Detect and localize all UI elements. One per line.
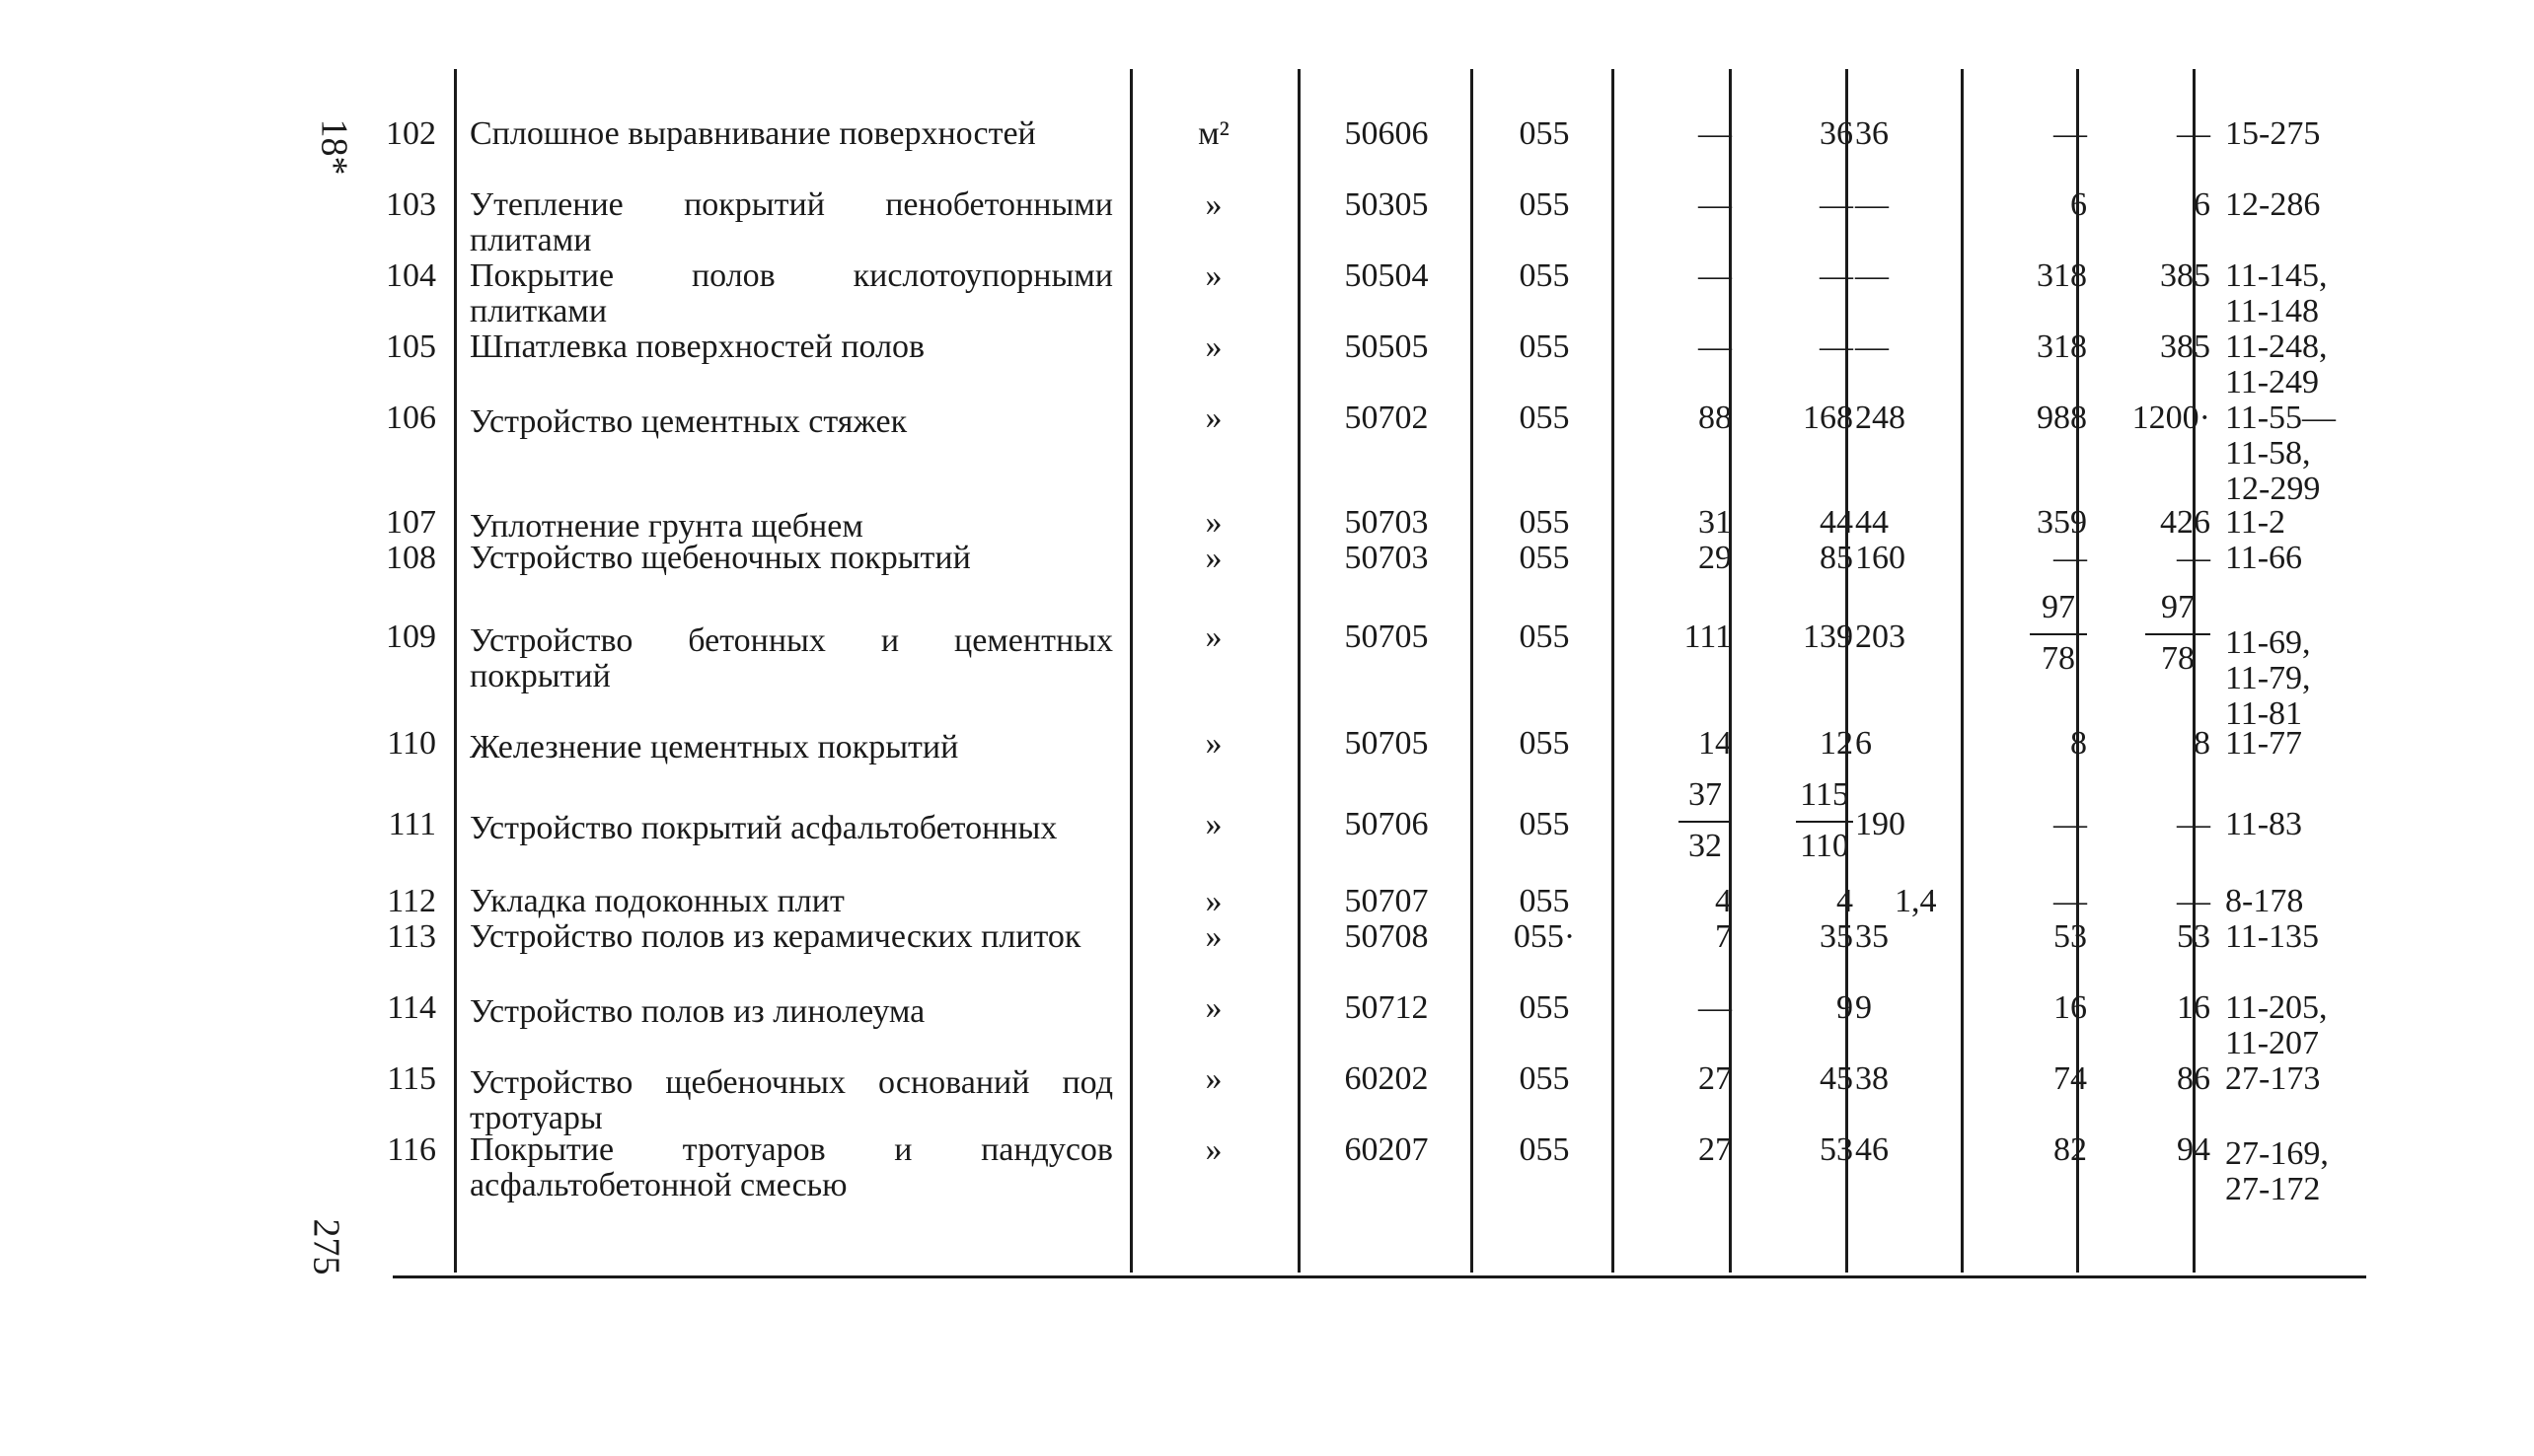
value-4: 16 xyxy=(2053,989,2087,1026)
value-5: 385 xyxy=(2160,328,2210,365)
row-number: 114 xyxy=(387,989,436,1026)
value-2: 168 xyxy=(1803,400,1853,436)
value-3: 46 xyxy=(1855,1131,1889,1168)
value-5: — xyxy=(2177,540,2210,576)
column-rule xyxy=(1961,69,1964,1273)
row-number: 113 xyxy=(387,918,436,955)
unit: м² xyxy=(1198,115,1230,152)
reference: 8-178 xyxy=(2225,883,2304,919)
cost-code: 055 xyxy=(1519,257,1570,294)
fraction-bar xyxy=(1796,821,1853,823)
value-2: — xyxy=(1820,186,1853,223)
work-name: Укладка подоконных плит xyxy=(470,883,845,919)
value-1: 7 xyxy=(1715,918,1732,955)
value-4: — xyxy=(2053,115,2087,152)
column-rule xyxy=(454,69,457,1273)
unit: » xyxy=(1205,400,1223,436)
unit: » xyxy=(1205,918,1223,955)
value-5: — xyxy=(2177,115,2210,152)
row-number: 102 xyxy=(386,115,436,152)
unit: » xyxy=(1205,725,1223,762)
reference: 11-77 xyxy=(2225,725,2303,762)
reference: 11-55— 11-58, 12-299 xyxy=(2225,400,2337,507)
value-4: 8 xyxy=(2070,725,2087,762)
fraction-bar xyxy=(2145,633,2210,635)
reference: 27-169, 27-172 xyxy=(2225,1135,2329,1207)
cost-code: 055 xyxy=(1519,725,1570,762)
column-rule xyxy=(1130,69,1133,1273)
value-4: 74 xyxy=(2053,1060,2087,1097)
work-name: Устройство полов из керамических плиток xyxy=(470,918,1081,955)
reference: 11-135 xyxy=(2225,918,2320,955)
value-4: 6 xyxy=(2070,186,2087,223)
value-1: 27 xyxy=(1698,1131,1732,1168)
work-name: Устройство полов из линолеума xyxy=(470,993,926,1030)
value-3: — xyxy=(1855,257,1889,294)
work-name: Покрытие полов кислотоупорными плитками xyxy=(470,257,1113,329)
value-1: — xyxy=(1698,257,1732,294)
value-1-fraction xyxy=(1618,777,1732,864)
value-1: 88 xyxy=(1698,400,1732,436)
code: 60207 xyxy=(1344,1131,1429,1168)
value-2: — xyxy=(1820,257,1853,294)
work-name: Железнение цементных покрытий xyxy=(470,729,959,765)
value-3: 203 xyxy=(1855,619,1905,655)
work-name: Устройство покрытий асфальтобетонных xyxy=(470,810,1058,846)
value-2: 35 xyxy=(1820,918,1853,955)
value-3: 160 xyxy=(1855,540,1905,576)
value-5: 53 xyxy=(2177,918,2210,955)
row-number: 110 xyxy=(387,725,436,762)
row-number: 115 xyxy=(387,1060,436,1097)
reference: 11-205, 11-207 xyxy=(2225,989,2328,1061)
value-3: — xyxy=(1855,328,1889,365)
unit: » xyxy=(1205,806,1223,842)
value-1: 31 xyxy=(1698,504,1732,541)
reference: 11-83 xyxy=(2225,806,2303,842)
reference: 11-69, 11-79, 11-81 xyxy=(2225,624,2311,732)
code: 60202 xyxy=(1344,1060,1429,1097)
row-number: 109 xyxy=(386,619,436,655)
value-1: — xyxy=(1698,115,1732,152)
value-4: 82 xyxy=(2053,1131,2087,1168)
value-5: 86 xyxy=(2177,1060,2210,1097)
column-rule xyxy=(1470,69,1473,1273)
cost-code: 055 xyxy=(1519,504,1570,541)
value-2-fraction xyxy=(1737,777,1853,864)
value-3: — xyxy=(1855,186,1889,223)
reference: 27-173 xyxy=(2225,1060,2321,1097)
work-name: Покрытие тротуаров и пандусов асфальтобетонной смесью xyxy=(470,1131,1113,1203)
work-name: Устройство щебеночных покрытий xyxy=(470,540,971,576)
fraction-denominator: 32 xyxy=(1688,828,1722,864)
value-4: 318 xyxy=(2037,257,2087,294)
cost-code: 055 xyxy=(1519,540,1570,576)
page-number: 275 xyxy=(305,1218,347,1275)
value-5-fraction xyxy=(2092,590,2210,677)
value-5: 1200· xyxy=(2131,400,2210,436)
fraction-denominator: 78 xyxy=(2042,640,2075,677)
value-2: 4 xyxy=(1836,883,1853,919)
cost-code: 055 xyxy=(1519,1131,1570,1168)
fraction-numerator: 115 xyxy=(1800,776,1849,813)
code: 50305 xyxy=(1344,186,1429,223)
cost-code: 055 xyxy=(1519,115,1570,152)
row-number: 116 xyxy=(387,1131,436,1168)
value-1: 14 xyxy=(1698,725,1732,762)
cost-code: 055 xyxy=(1519,186,1570,223)
row-number: 108 xyxy=(386,540,436,576)
fraction-numerator: 37 xyxy=(1688,776,1722,813)
value-5: 385 xyxy=(2160,257,2210,294)
code: 50702 xyxy=(1344,400,1429,436)
code: 50703 xyxy=(1344,504,1429,541)
value-3: 9 xyxy=(1855,989,1872,1026)
fraction-denominator: 110 xyxy=(1800,828,1849,864)
row-number: 107 xyxy=(386,504,436,541)
value-2: — xyxy=(1820,328,1853,365)
reference: 15-275 xyxy=(2225,115,2321,152)
value-1: — xyxy=(1698,989,1732,1026)
value-2: 139 xyxy=(1803,619,1853,655)
row-number: 106 xyxy=(386,400,436,436)
reference: 11-145, 11-148 xyxy=(2225,257,2328,329)
unit: » xyxy=(1205,1060,1223,1097)
work-name: Устройство бетонных и цементных покрытий xyxy=(470,622,1113,694)
value-2: 85 xyxy=(1820,540,1853,576)
value-2: 12 xyxy=(1820,725,1853,762)
row-number: 111 xyxy=(388,806,436,842)
value-4: — xyxy=(2053,806,2087,842)
value-5: 16 xyxy=(2177,989,2210,1026)
value-4: 318 xyxy=(2037,328,2087,365)
value-4-fraction xyxy=(1969,590,2087,677)
value-5: 94 xyxy=(2177,1131,2210,1168)
unit: » xyxy=(1205,1131,1223,1168)
column-rule xyxy=(1298,69,1301,1273)
value-3: 1,4 xyxy=(1895,883,1937,919)
value-2: 45 xyxy=(1820,1060,1853,1097)
unit: » xyxy=(1205,504,1223,541)
fraction-numerator: 97 xyxy=(2042,589,2075,625)
row-number: 103 xyxy=(386,186,436,223)
cost-code: 055 xyxy=(1519,328,1570,365)
fraction-denominator: 78 xyxy=(2161,640,2195,677)
code: 50712 xyxy=(1344,989,1429,1026)
code: 50705 xyxy=(1344,725,1429,762)
value-2: 53 xyxy=(1820,1131,1853,1168)
unit: » xyxy=(1205,257,1223,294)
unit: » xyxy=(1205,328,1223,365)
cost-code: 055 xyxy=(1519,989,1570,1026)
value-4: — xyxy=(2053,883,2087,919)
value-1: 27 xyxy=(1698,1060,1732,1097)
value-2: 9 xyxy=(1836,989,1853,1026)
value-5: — xyxy=(2177,806,2210,842)
work-name: Устройство щебеночных оснований под тротуары xyxy=(470,1064,1113,1136)
cost-code: 055 xyxy=(1519,883,1570,919)
value-5: 8 xyxy=(2194,725,2210,762)
value-1: — xyxy=(1698,328,1732,365)
value-4: 359 xyxy=(2037,504,2087,541)
code: 50504 xyxy=(1344,257,1429,294)
reference: 11-66 xyxy=(2225,540,2303,576)
code: 50703 xyxy=(1344,540,1429,576)
cost-code: 055· xyxy=(1513,918,1576,955)
unit: » xyxy=(1205,619,1223,655)
work-name: Шпатлевка поверхностей полов xyxy=(470,328,926,365)
work-name: Уплотнение грунта щебнем xyxy=(470,508,863,545)
value-3: 44 xyxy=(1855,504,1889,541)
work-name: Утепление покрытий пенобетонными плитами xyxy=(470,186,1113,258)
cost-code: 055 xyxy=(1519,1060,1570,1097)
row-number: 112 xyxy=(387,883,436,919)
cost-code: 055 xyxy=(1519,806,1570,842)
reference: 11-248, 11-249 xyxy=(2225,328,2328,400)
code: 50705 xyxy=(1344,619,1429,655)
value-3: 36 xyxy=(1855,115,1889,152)
reference: 11-2 xyxy=(2225,504,2286,541)
work-name: Сплошное выравнивание поверхностей xyxy=(470,115,1036,152)
value-5: 426 xyxy=(2160,504,2210,541)
value-3: 35 xyxy=(1855,918,1889,955)
fraction-numerator: 97 xyxy=(2161,589,2195,625)
value-3: 6 xyxy=(1855,725,1872,762)
fraction-bar xyxy=(1678,821,1732,823)
value-3: 190 xyxy=(1855,806,1905,842)
row-number: 104 xyxy=(386,257,436,294)
value-4: 988 xyxy=(2037,400,2087,436)
value-3: 248 xyxy=(1855,400,1905,436)
fraction-bar xyxy=(2030,633,2087,635)
value-3: 38 xyxy=(1855,1060,1889,1097)
work-name: Устройство цементных стяжек xyxy=(470,403,908,440)
code: 50606 xyxy=(1344,115,1429,152)
row-number: 105 xyxy=(386,328,436,365)
cost-code: 055 xyxy=(1519,619,1570,655)
cost-code: 055 xyxy=(1519,400,1570,436)
value-4: 53 xyxy=(2053,918,2087,955)
page-marker-top: 18* xyxy=(313,118,355,176)
value-5: — xyxy=(2177,883,2210,919)
value-2: 44 xyxy=(1820,504,1853,541)
value-4: — xyxy=(2053,540,2087,576)
unit: » xyxy=(1205,883,1223,919)
code: 50707 xyxy=(1344,883,1429,919)
value-1: 111 xyxy=(1683,619,1732,655)
bottom-rule xyxy=(393,1275,2366,1278)
code: 50708 xyxy=(1344,918,1429,955)
value-2: 36 xyxy=(1820,115,1853,152)
value-5: 6 xyxy=(2194,186,2210,223)
value-1: — xyxy=(1698,186,1732,223)
value-1: 29 xyxy=(1698,540,1732,576)
unit: » xyxy=(1205,186,1223,223)
value-1: 4 xyxy=(1715,883,1732,919)
unit: » xyxy=(1205,540,1223,576)
code: 50505 xyxy=(1344,328,1429,365)
unit: » xyxy=(1205,989,1223,1026)
reference: 12-286 xyxy=(2225,186,2321,223)
code: 50706 xyxy=(1344,806,1429,842)
